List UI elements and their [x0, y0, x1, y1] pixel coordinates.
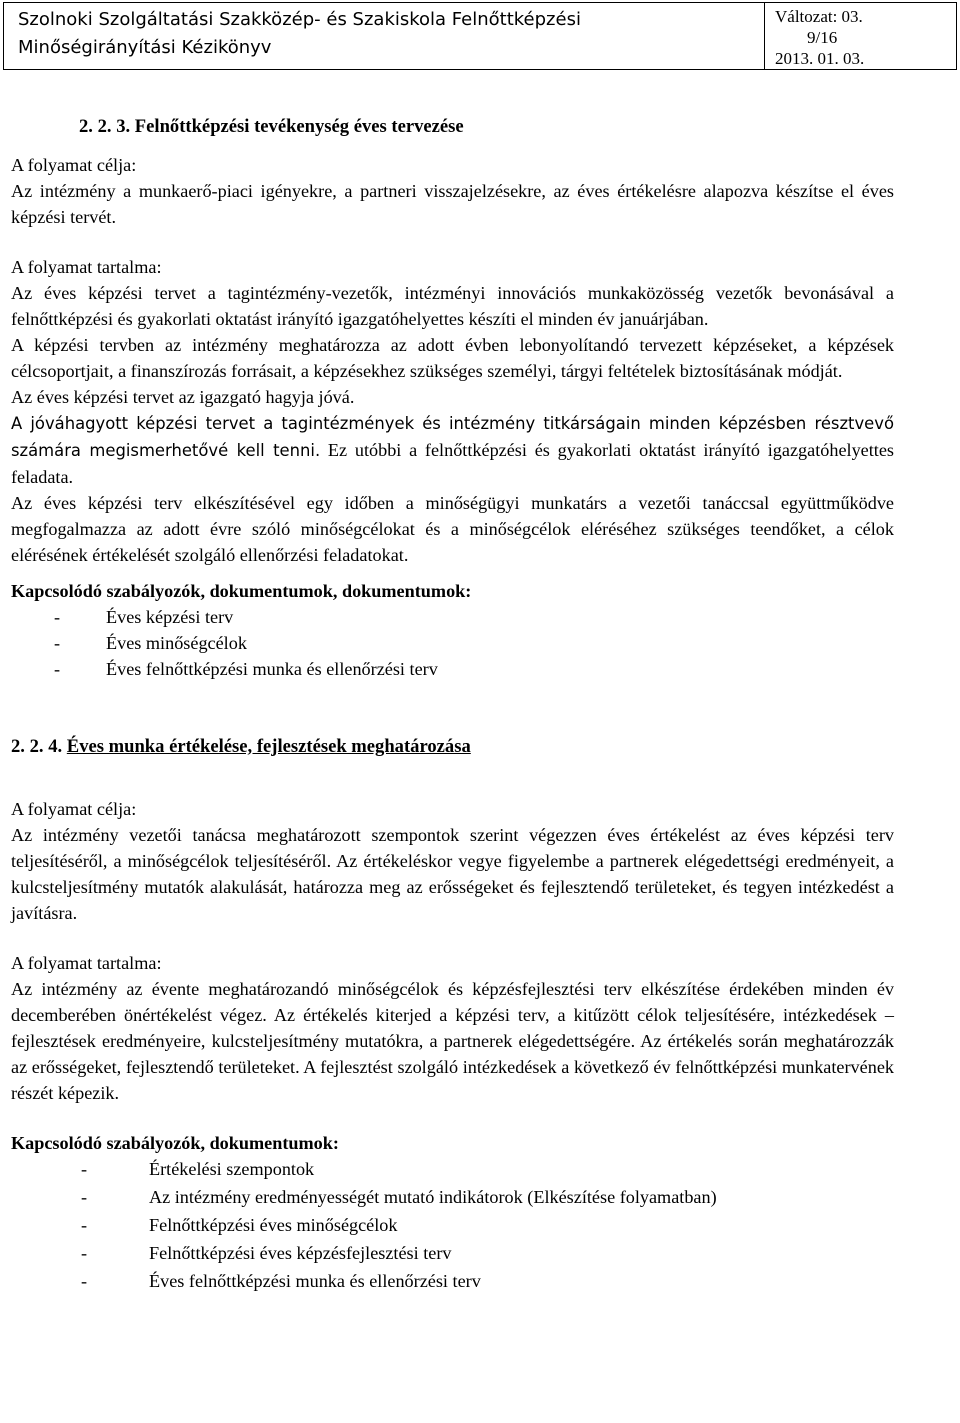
header-version: Változat: 03. — [775, 7, 863, 26]
header-page-number: 9/16 — [807, 28, 838, 47]
paragraph: Az éves képzési tervet a tagintézmény-vezetők, intézményi innovációs munkaközösség vezetők bevonásával a felnőttképzési és gyakorlati oktatást irányító igazgatóhelyettes készíti el minden év januárjában. — [11, 283, 894, 329]
section-heading: Felnőttképzési tevékenység éves tervezése — [134, 116, 464, 137]
list-item: - Éves felnőttképzési munka és ellenőrzési terv — [11, 656, 894, 682]
section-title — [79, 114, 894, 140]
section-title — [11, 734, 894, 760]
goal-text: Az intézmény vezetői tanácsa meghatározott szempontok szerint végezzen éves értékelést az éves képzési terv teljesítéséről, a minőségcélok teljesítéséről. Az értékeléskor vegye figyelembe a partnerek elégedettségi eredményeit, a kulcsteljesítmény mutatók alakulását, határozza meg az erősségeket és fejlesztendő területeket, és tegyen intézkedést a javításra. — [11, 825, 894, 923]
header-doc-title: Minőségirányítási Kézikönyv — [18, 37, 272, 58]
goal-label: A folyamat célja: — [11, 155, 137, 175]
paragraph: Az éves képzési terv elkészítésével egy időben a minőségügyi munkatárs a vezetői tanáccsal együttműködve megfogalmazza az adott évre szóló minőségcélokat és a minőségcélok eléréséhez szükséges teendőket, a célok elérésének értékelését szolgáló ellenőrzési feladatokat. — [11, 493, 894, 565]
paragraph-part: Ez utóbbi a felnőttképzési és gyakorlati oktatást irányító igazgatóhelyettes feladata. — [11, 440, 894, 487]
document-body — [11, 114, 894, 1296]
page-header — [3, 2, 957, 70]
list-item: - Felnőttképzési éves képzésfejlesztési terv — [81, 1243, 452, 1263]
section-number: 2. 2. 4. — [11, 736, 63, 757]
header-meta — [765, 3, 956, 69]
content-label: A folyamat tartalma: — [11, 953, 162, 973]
related-docs-label: Kapcsolódó szabályozók, dokumentumok, dokumentumok: — [11, 581, 472, 601]
paragraph: Az éves képzési tervet az igazgató hagyja jóvá. — [11, 387, 355, 407]
list-item: - Felnőttképzési éves minőségcélok — [81, 1215, 398, 1235]
list-item: - Értékelési szempontok — [81, 1159, 315, 1179]
header-org: Szolnoki Szolgáltatási Szakközép- és Szakiskola Felnőttképzési — [18, 9, 581, 30]
goal-label: A folyamat célja: — [11, 799, 137, 819]
header-org-block — [4, 3, 765, 69]
related-docs-label: Kapcsolódó szabályozók, dokumentumok: — [11, 1133, 339, 1153]
paragraph: A képzési tervben az intézmény meghatározza az adott évben lebonyolítandó tervezett képzéseket, a képzések célcsoportjait, a finanszírozás forrásait, a képzésekhez szükséges személyi, tárgyi feltételek biztosításának módját. — [11, 335, 894, 381]
list-item: - Éves képzési terv — [11, 604, 894, 630]
goal-text: Az intézmény a munkaerő-piaci igényekre, a partneri visszajelzésekre, az éves értékelésre alapozva készítse el éves képzési tervét. — [11, 181, 894, 227]
related-docs-list — [11, 604, 894, 682]
header-date: 2013. 01. 03. — [775, 49, 865, 68]
list-item: - Az intézmény eredményességét mutató indikátorok (Elkészítése folyamatban) — [81, 1187, 717, 1207]
paragraph-part: A jóváhagyott képzési tervet a tagintézmények és intézmény titkárságain minden képzésben résztvevő számára megismerhetővé kell tenni. — [11, 414, 894, 460]
content-text: Az intézmény az évente meghatározandó minőségcélok és képzésfejlesztési terv elkészítése érdekében minden év decemberében önértékelést végez. Az értékelés kiterjed a képzési terv, a kitűzött célok teljesítésére, intézkedések – fejlesztések eredményeire, kulcsteljesítmény mutatókra, a partnerek elégedettségére. Az értékelés során meghatározzák az erősségeket, fejlesztendő területeket. A fejlesztést szolgáló intézkedések a következő év felnőttképzési munkatervének részét képezik. — [11, 979, 894, 1103]
content-label: A folyamat tartalma: — [11, 257, 162, 277]
related-docs-list — [11, 1156, 894, 1296]
paragraph — [11, 410, 894, 490]
list-item: - Éves felnőttképzési munka és ellenőrzési terv — [81, 1271, 481, 1291]
list-item: - Éves minőségcélok — [11, 630, 894, 656]
section-number: 2. 2. 3. — [79, 116, 131, 137]
section-heading: Éves munka értékelése, fejlesztések meghatározása — [66, 736, 471, 757]
